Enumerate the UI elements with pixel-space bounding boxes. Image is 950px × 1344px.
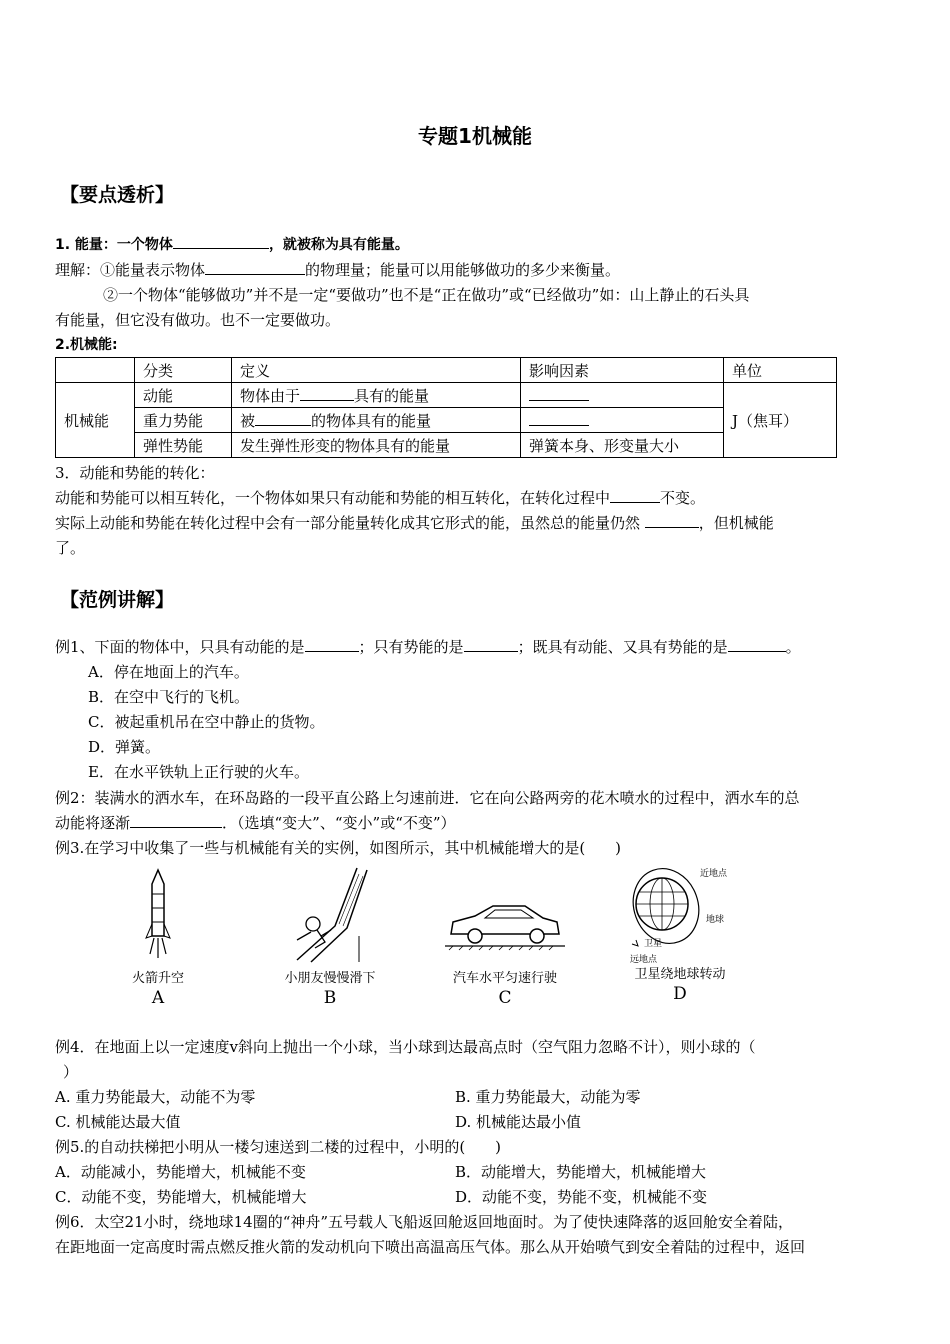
table-header: 影响因素 xyxy=(521,358,724,383)
example-1-option: A．停在地面上的汽车。 xyxy=(88,663,249,681)
example-4-option: A. 重力势能最大，动能不为零 xyxy=(55,1088,256,1106)
figure-letter: D xyxy=(673,984,687,1004)
example-5-option: B．动能增大，势能增大，机械能增大 xyxy=(455,1163,707,1181)
blank xyxy=(300,386,354,401)
blank xyxy=(205,260,305,275)
page-title: 专题1机械能 xyxy=(418,124,532,148)
figure-caption: 火箭升空 xyxy=(131,971,184,986)
figure-c xyxy=(445,866,565,1008)
blank xyxy=(610,488,660,503)
example-5-option: D．动能不变，势能不变，机械能不变 xyxy=(455,1188,708,1206)
table-header-row xyxy=(56,358,837,383)
example-5-option: C．动能不变，势能增大，机械能增大 xyxy=(55,1188,307,1206)
example-1-question: 例1、下面的物体中，只具有动能的是 ；只有势能的是 ；既具有动能、又具有势能的是 。 xyxy=(55,638,801,656)
example-4-option: C. 机械能达最大值 xyxy=(55,1113,181,1131)
example-6-line2: 在距地面一定高度时需点燃反推火箭的发动机向下喷出高温高压气体。那么从开始喷气到安全着陆的过程中，返回 xyxy=(55,1238,806,1256)
example-1-option: B．在空中飞行的飞机。 xyxy=(88,688,250,706)
blank xyxy=(173,234,269,249)
example-3-question: 例3.在学习中收集了一些与机械能有关的实例，如图所示，其中机械能增大的是( ) xyxy=(55,839,622,857)
table-header: 单位 xyxy=(724,358,837,383)
earth-label: 地球 xyxy=(706,915,725,925)
conversion-text-1: 动能和势能可以相互转化，一个物体如果只有动能和势能的相互转化，在转化过程中 不变。 xyxy=(55,489,706,507)
figure-d xyxy=(620,866,740,1004)
table-header: 分类 xyxy=(135,358,232,383)
understanding-1: 理解：①能量表示物体 的物理量；能量可以用能够做功的多少来衡量。 xyxy=(55,261,621,279)
blank xyxy=(255,411,311,426)
blank xyxy=(305,637,359,652)
table-unit-cell: J（焦耳） xyxy=(724,383,837,458)
figure-letter: A xyxy=(151,988,165,1008)
blank xyxy=(529,386,589,401)
car-icon xyxy=(445,866,565,966)
figure-caption: 小朋友慢慢滑下 xyxy=(284,971,376,986)
example-4-option: D. 机械能达最小值 xyxy=(455,1113,582,1131)
example-6-line1: 例6．太空21小时，绕地球14圈的“神舟”五号载人飞船返回舱返回地面时。为了使快速降落的返回舱安全着陆， xyxy=(55,1213,794,1231)
figure-letter: C xyxy=(498,988,512,1008)
example-2-line1: 例2：装满水的洒水车，在环岛路的一段平直公路上匀速前进．它在向公路两旁的花木喷水的过程中，洒水车的总 xyxy=(55,789,800,807)
near-point-label: 近地点 xyxy=(700,869,728,879)
blank xyxy=(728,637,786,652)
figure-a xyxy=(118,866,198,1008)
table-row: 重力势能 被 的物体具有的能量 xyxy=(56,408,837,433)
conversion-text-2: 实际上动能和势能在转化过程中会有一部分能量转化成其它形式的能，虽然总的能量仍然 ，但机械能 xyxy=(55,514,774,532)
understanding-2-line1: ②一个物体“能够做功”并不是一定“要做功”也不是“正在做功”或“已经做功”如：山上静止的石头具 xyxy=(103,286,750,304)
figure-letter: B xyxy=(323,988,337,1008)
table-row: 机械能 动能 物体由于 具有的能量 J（焦耳） xyxy=(56,383,837,408)
example-1-option: D．弹簧。 xyxy=(88,738,161,756)
blank xyxy=(130,813,222,828)
rocket-icon xyxy=(118,866,198,966)
section-heading-examples: 【范例讲解】 xyxy=(60,589,175,611)
example-4-option: B. 重力势能最大，动能为零 xyxy=(455,1088,641,1106)
example-4-line2: ） xyxy=(63,1063,79,1081)
energy-definition: 1. 能量：一个物体 ，就被称为具有能量。 xyxy=(55,233,900,257)
figure-caption: 卫星绕地球转动 xyxy=(634,967,726,982)
example-4-line1: 例4．在地面上以一定速度v斜向上抛出一个小球，当小球到达最高点时（空气阻力忽略不计），则小球的（ xyxy=(55,1038,756,1056)
figure-b xyxy=(275,866,385,1008)
table-group-cell: 机械能 xyxy=(56,383,135,458)
blank xyxy=(464,637,518,652)
mechanical-energy-table xyxy=(55,357,837,458)
table-header: 定义 xyxy=(232,358,521,383)
example-1-option: E．在水平铁轨上正行驶的火车。 xyxy=(88,763,309,781)
satellite-label: 卫星 xyxy=(644,939,663,949)
blank xyxy=(645,513,699,528)
mechanical-energy-heading: 2.机械能: xyxy=(55,337,118,353)
far-point-label: 远地点 xyxy=(630,955,658,965)
example-2-line2: 动能将逐渐 ．（选填“变大”、“变小”或“不变”） xyxy=(55,814,456,832)
example-1-option: C．被起重机吊在空中静止的货物。 xyxy=(88,713,325,731)
example-5-option: A．动能减小，势能增大，机械能不变 xyxy=(55,1163,306,1181)
blank xyxy=(529,411,589,426)
example-5-question: 例5.的自动扶梯把小明从一楼匀速送到二楼的过程中，小明的( ) xyxy=(55,1138,502,1156)
conversion-heading: 3．动能和势能的转化： xyxy=(55,464,215,482)
section-heading-key-points: 【要点透析】 xyxy=(60,184,175,206)
understanding-2-line2: 有能量，但它没有做功。也不一定要做功。 xyxy=(55,311,341,329)
child-on-slide-icon xyxy=(275,866,385,966)
conversion-text-3: 了。 xyxy=(55,539,86,557)
table-row: 弹性势能 发生弹性形变的物体具有的能量 弹簧本身、形变量大小 xyxy=(56,433,837,458)
figure-caption: 汽车水平匀速行驶 xyxy=(452,971,557,986)
